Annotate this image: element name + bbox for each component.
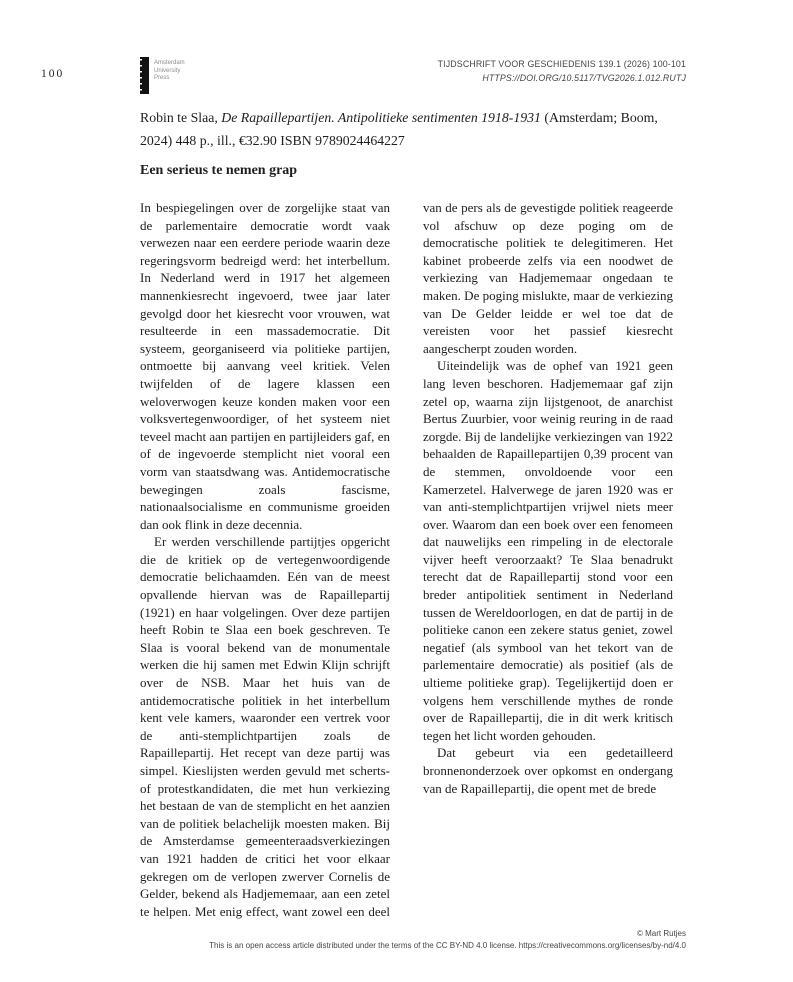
aup-logo-icon [140, 57, 149, 94]
review-title: Een serieus te nemen grap [140, 163, 298, 178]
citation-book-title: De Rapaillepartijen. Antipolitieke sentimenten 1918-1931 [221, 110, 541, 125]
doi-line: HTTPS://DOI.ORG/10.5117/TVG2026.1.012.RUTJ [482, 72, 686, 83]
journal-header [438, 58, 686, 85]
copyright-notice: © Mart Rutjes [636, 929, 686, 938]
review-body [140, 199, 673, 931]
journal-issue-line: TIJDSCHRIFT VOOR GESCHIEDENIS 139.1 (2026) 100-101 [437, 59, 686, 69]
book-citation [140, 107, 688, 152]
page-number: 100 [41, 68, 65, 80]
license-notice: This is an open access article distributed under the terms of the CC BY-ND 4.0 license. https://creativecommons.org/licenses/by-nd/4.0 [209, 941, 686, 950]
logo-line-university: University [154, 67, 181, 74]
citation-publication-details: (Amsterdam; Boom, 2024) 448 p., ill., €32.90 ISBN 9789024464227 [140, 110, 658, 148]
publisher-logo [140, 57, 185, 94]
review-paragraph: In bespiegelingen over de zorgelijke staat van de parlementaire democratie wordt vaak verwezen naar een eerdere periode waarin deze regeringsvorm bedreigd werd: het interbellum. In Nederland werd in 1917 het algemeen mannenkiesrecht ingevoerd, twee jaar later gevolgd door het kiesrecht voor vrouwen, wat resulteerde in een massademocratie. Dit systeem, georganiseerd via politieke partijen, ontmoette bij aanvang veel kritiek. Velen twijfelden of de lagere klassen een weloverwogen keuze konden maken voor een volksvertegenwoordiger, of het systeem niet teveel macht aan partijen en partijleiders gaf, en of de ingevoerde stemplicht niet vooral een vorm van staatsdwang was. Antidemocratische bewegingen zoals fascisme, nationaalsocialisme en communisme groeiden dan ook flink in deze decennia. [140, 200, 390, 532]
review-paragraph: Dat gebeurt via een gedetailleerd bronnenonderzoek over opkomst en ondergang van de Rapaillepartij, die opent met de brede [423, 745, 673, 796]
review-paragraph: Er werden verschillende partijtjes opgericht die de kritiek op de vertegenwoordigende democratie belichaamden. Eén van de meest opvallende hiervan was de Rapaillepartij (1921) en haar volgelingen. Over deze partijen heeft Robin te Slaa een boek geschreven. Te Slaa is vooral bekend van de monumentale werken die hij samen met Edwin Klijn schrijft over de NSB. Maar het huis van de antidemocratische politiek in het interbellum kent vele kamers, waaronder een vertrek voor de anti-stemplichtpartijen zoals de Rapaillepartij. Het recept van deze partij was simpel. Kieslijsten werden gevuld met scherts- of protestkandidaten, die met hun verkiezing het bestaan de van de stemplicht en het aanzien van de politiek belachelijk moesten maken. Bij de Amsterdamse gemeenteraadsverkiezingen van 1921 hadden de critici het voor elkaar gekregen om de verlopen zwerver Cornelis de Gelder, bekend als Hadjememaar, aan een zetel te helpen. Met enig effect, want zowel een deel van de pers als de gevestigde politiek reageerde vol afschuw op deze poging om de democratische politiek te delegitimeren. Het kabinet probeerde zelfs via een noodwet de verkiezing van Hadjememaar ongedaan te maken. De poging mislukte, maar de verkiezing van De Gelder leidde er wel toe dat de vereisten voor het passief kiesrecht aangescherpt zouden worden. [140, 200, 673, 919]
citation-author: Robin te Slaa, [140, 110, 222, 125]
publisher-logo-text [154, 57, 185, 94]
logo-line-press: Press [154, 75, 170, 81]
logo-line-amsterdam: Amsterdam [154, 60, 185, 66]
review-paragraph: Uiteindelijk was de ophef van 1921 geen lang leven beschoren. Hadjememaar gaf zijn zetel op, waarna zijn lijstgenoot, de anarchist Bertus Zuurbier, voor weinig reuring in de raad zorgde. Bij de landelijke verkiezingen van 1922 behaalden de Rapaillepartijen 0,39 procent van de stemmen, onvoldoende voor een Kamerzetel. Halverwege de jaren 1920 was er van anti-stemplichtpartijen vrijwel niets meer over. Waarom dan een boek over een fenomeen dat nauwelijks een rimpeling in de electorale vijver heeft veroorzaakt? Te Slaa benadrukt terecht dat de Rapaillepartij stond voor een breder antipolitiek sentiment in Nederland tussen de Wereldoorlogen, en dat de partij in de politieke canon een zekere status geniet, zowel negatief (als symbool van het tekort van de parlementaire democratie) als positief (als de ultieme politieke grap). Tegelijkertijd doen er volgens hem verschillende mythes de ronde over de Rapaillepartij, die in dit werk kritisch tegen het licht worden gehouden. [423, 358, 673, 743]
